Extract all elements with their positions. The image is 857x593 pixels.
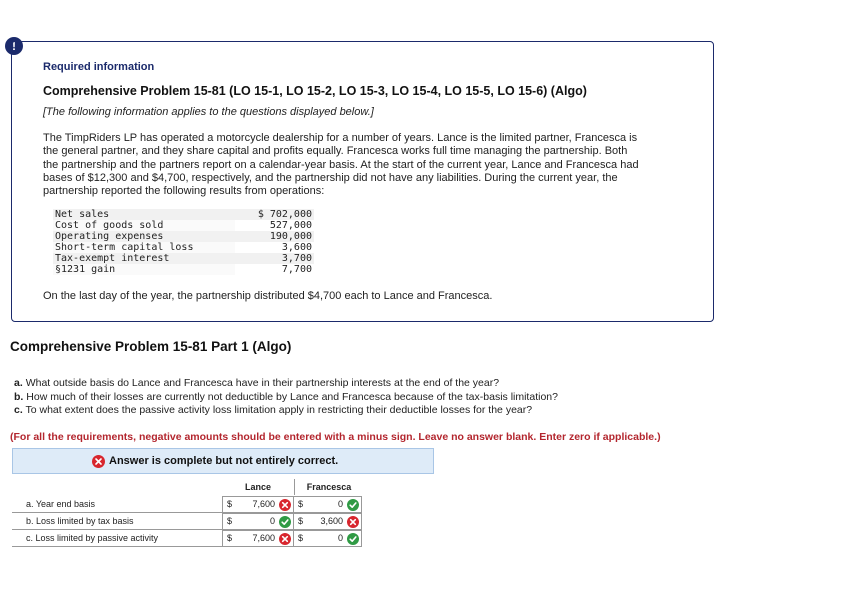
- result-label: §1231 gain: [53, 264, 235, 275]
- result-label: Short-term capital loss: [53, 242, 235, 253]
- lance-tax-basis-loss-input[interactable]: [222, 513, 294, 530]
- incorrect-x-icon: [279, 533, 291, 545]
- answer-status-banner: [12, 448, 434, 474]
- currency-symbol: $: [298, 516, 304, 526]
- currency-symbol: $: [227, 533, 233, 543]
- problem-description: [43, 132, 693, 198]
- cell-value: 3,600: [320, 516, 343, 526]
- currency-symbol: $: [298, 499, 304, 509]
- question-text: How much of their losses are currently not deductible by Lance and Francesca because of the tax-basis limitation?: [26, 390, 558, 403]
- francesca-passive-activity-loss-input[interactable]: [293, 530, 362, 547]
- description-line: the general partner, and they share capital and profits equally. Francesca works full time managing the partnership. Both: [43, 145, 628, 158]
- francesca-year-end-basis-input[interactable]: [293, 496, 362, 513]
- table-row: [53, 220, 314, 231]
- question-item: [14, 391, 558, 405]
- result-value: 3,700: [235, 253, 314, 264]
- question-list: [14, 377, 558, 418]
- table-row: [53, 253, 314, 264]
- result-value: 527,000: [269, 220, 312, 231]
- description-line: the partnership and the partners report on a calendar-year basis. At the start of the current year, Lance and Francesca had: [43, 158, 639, 171]
- description-line: partnership reported the following results from operations:: [43, 185, 325, 198]
- question-letter: c.: [14, 404, 23, 416]
- result-value: $ 702,000: [235, 209, 314, 220]
- required-information-panel: [11, 41, 714, 322]
- table-row: [53, 231, 314, 242]
- correct-check-icon: [279, 516, 291, 528]
- x-circle-icon: [92, 455, 105, 468]
- result-value: 7,700: [281, 264, 312, 275]
- question-item: [14, 404, 558, 418]
- column-header-lance: Lance: [244, 482, 271, 492]
- question-item: [14, 377, 558, 391]
- cell-value: 0: [269, 516, 275, 526]
- answer-status-text: Answer is complete but not entirely correct.: [109, 455, 339, 467]
- description-line: The TimpRiders LP has operated a motorcycle dealership for a number of years. Lance is the limited partner, Francesca is: [43, 132, 638, 144]
- part-title: Comprehensive Problem 15-81 Part 1 (Algo): [10, 339, 292, 354]
- table-row: [53, 242, 314, 253]
- incorrect-x-icon: [347, 516, 359, 528]
- correct-check-icon: [347, 499, 359, 511]
- result-label: Tax-exempt interest: [53, 253, 235, 264]
- distribution-note: On the last day of the year, the partnership distributed $4,700 each to Lance and Francesca.: [43, 290, 493, 302]
- cell-value: 7,600: [252, 499, 275, 509]
- required-information-label: Required information: [43, 61, 155, 73]
- operations-results-table: [53, 209, 314, 275]
- cell-value: 0: [337, 533, 343, 543]
- row-label: c. Loss limited by passive activity: [12, 530, 222, 547]
- question-letter: a.: [14, 377, 23, 389]
- row-label: a. Year end basis: [12, 496, 222, 513]
- result-value: 190,000: [235, 231, 314, 242]
- entry-instruction: (For all the requirements, negative amounts should be entered with a minus sign. Leave no answer blank. Enter zero if applicable.): [10, 431, 661, 443]
- description-line: bases of $12,300 and $4,700, respectively, and the partnership did not have any liabilities. During the current year, the: [43, 171, 618, 184]
- column-header-francesca: Francesca: [294, 479, 363, 495]
- lance-passive-activity-loss-input[interactable]: [222, 530, 294, 547]
- question-text: To what extent does the passive activity loss limitation apply in restricting their deductible losses for the year?: [25, 404, 533, 416]
- problem-title: Comprehensive Problem 15-81 (LO 15-1, LO 15-2, LO 15-3, LO 15-4, LO 15-5, LO 15-6) (Algo): [43, 84, 587, 98]
- currency-symbol: $: [227, 499, 233, 509]
- result-label: Net sales: [53, 209, 235, 220]
- applies-note: [The following information applies to the questions displayed below.]: [43, 106, 374, 118]
- result-value: 3,600: [281, 242, 312, 253]
- row-label: b. Loss limited by tax basis: [12, 513, 222, 530]
- incorrect-x-icon: [279, 499, 291, 511]
- table-row: [53, 209, 314, 220]
- cell-value: 0: [337, 499, 343, 509]
- correct-check-icon: [347, 533, 359, 545]
- question-text: What outside basis do Lance and Francesca have in their partnership interests at the end of the year?: [25, 377, 500, 389]
- currency-symbol: $: [298, 533, 304, 543]
- result-label: Operating expenses: [53, 231, 235, 242]
- result-label: Cost of goods sold: [53, 220, 235, 231]
- currency-symbol: $: [227, 516, 233, 526]
- cell-value: 7,600: [252, 533, 275, 543]
- question-letter: b.: [14, 390, 24, 403]
- alert-icon: !: [5, 37, 23, 55]
- table-row: [53, 264, 314, 275]
- francesca-tax-basis-loss-input[interactable]: [293, 513, 362, 530]
- lance-year-end-basis-input[interactable]: [222, 496, 294, 513]
